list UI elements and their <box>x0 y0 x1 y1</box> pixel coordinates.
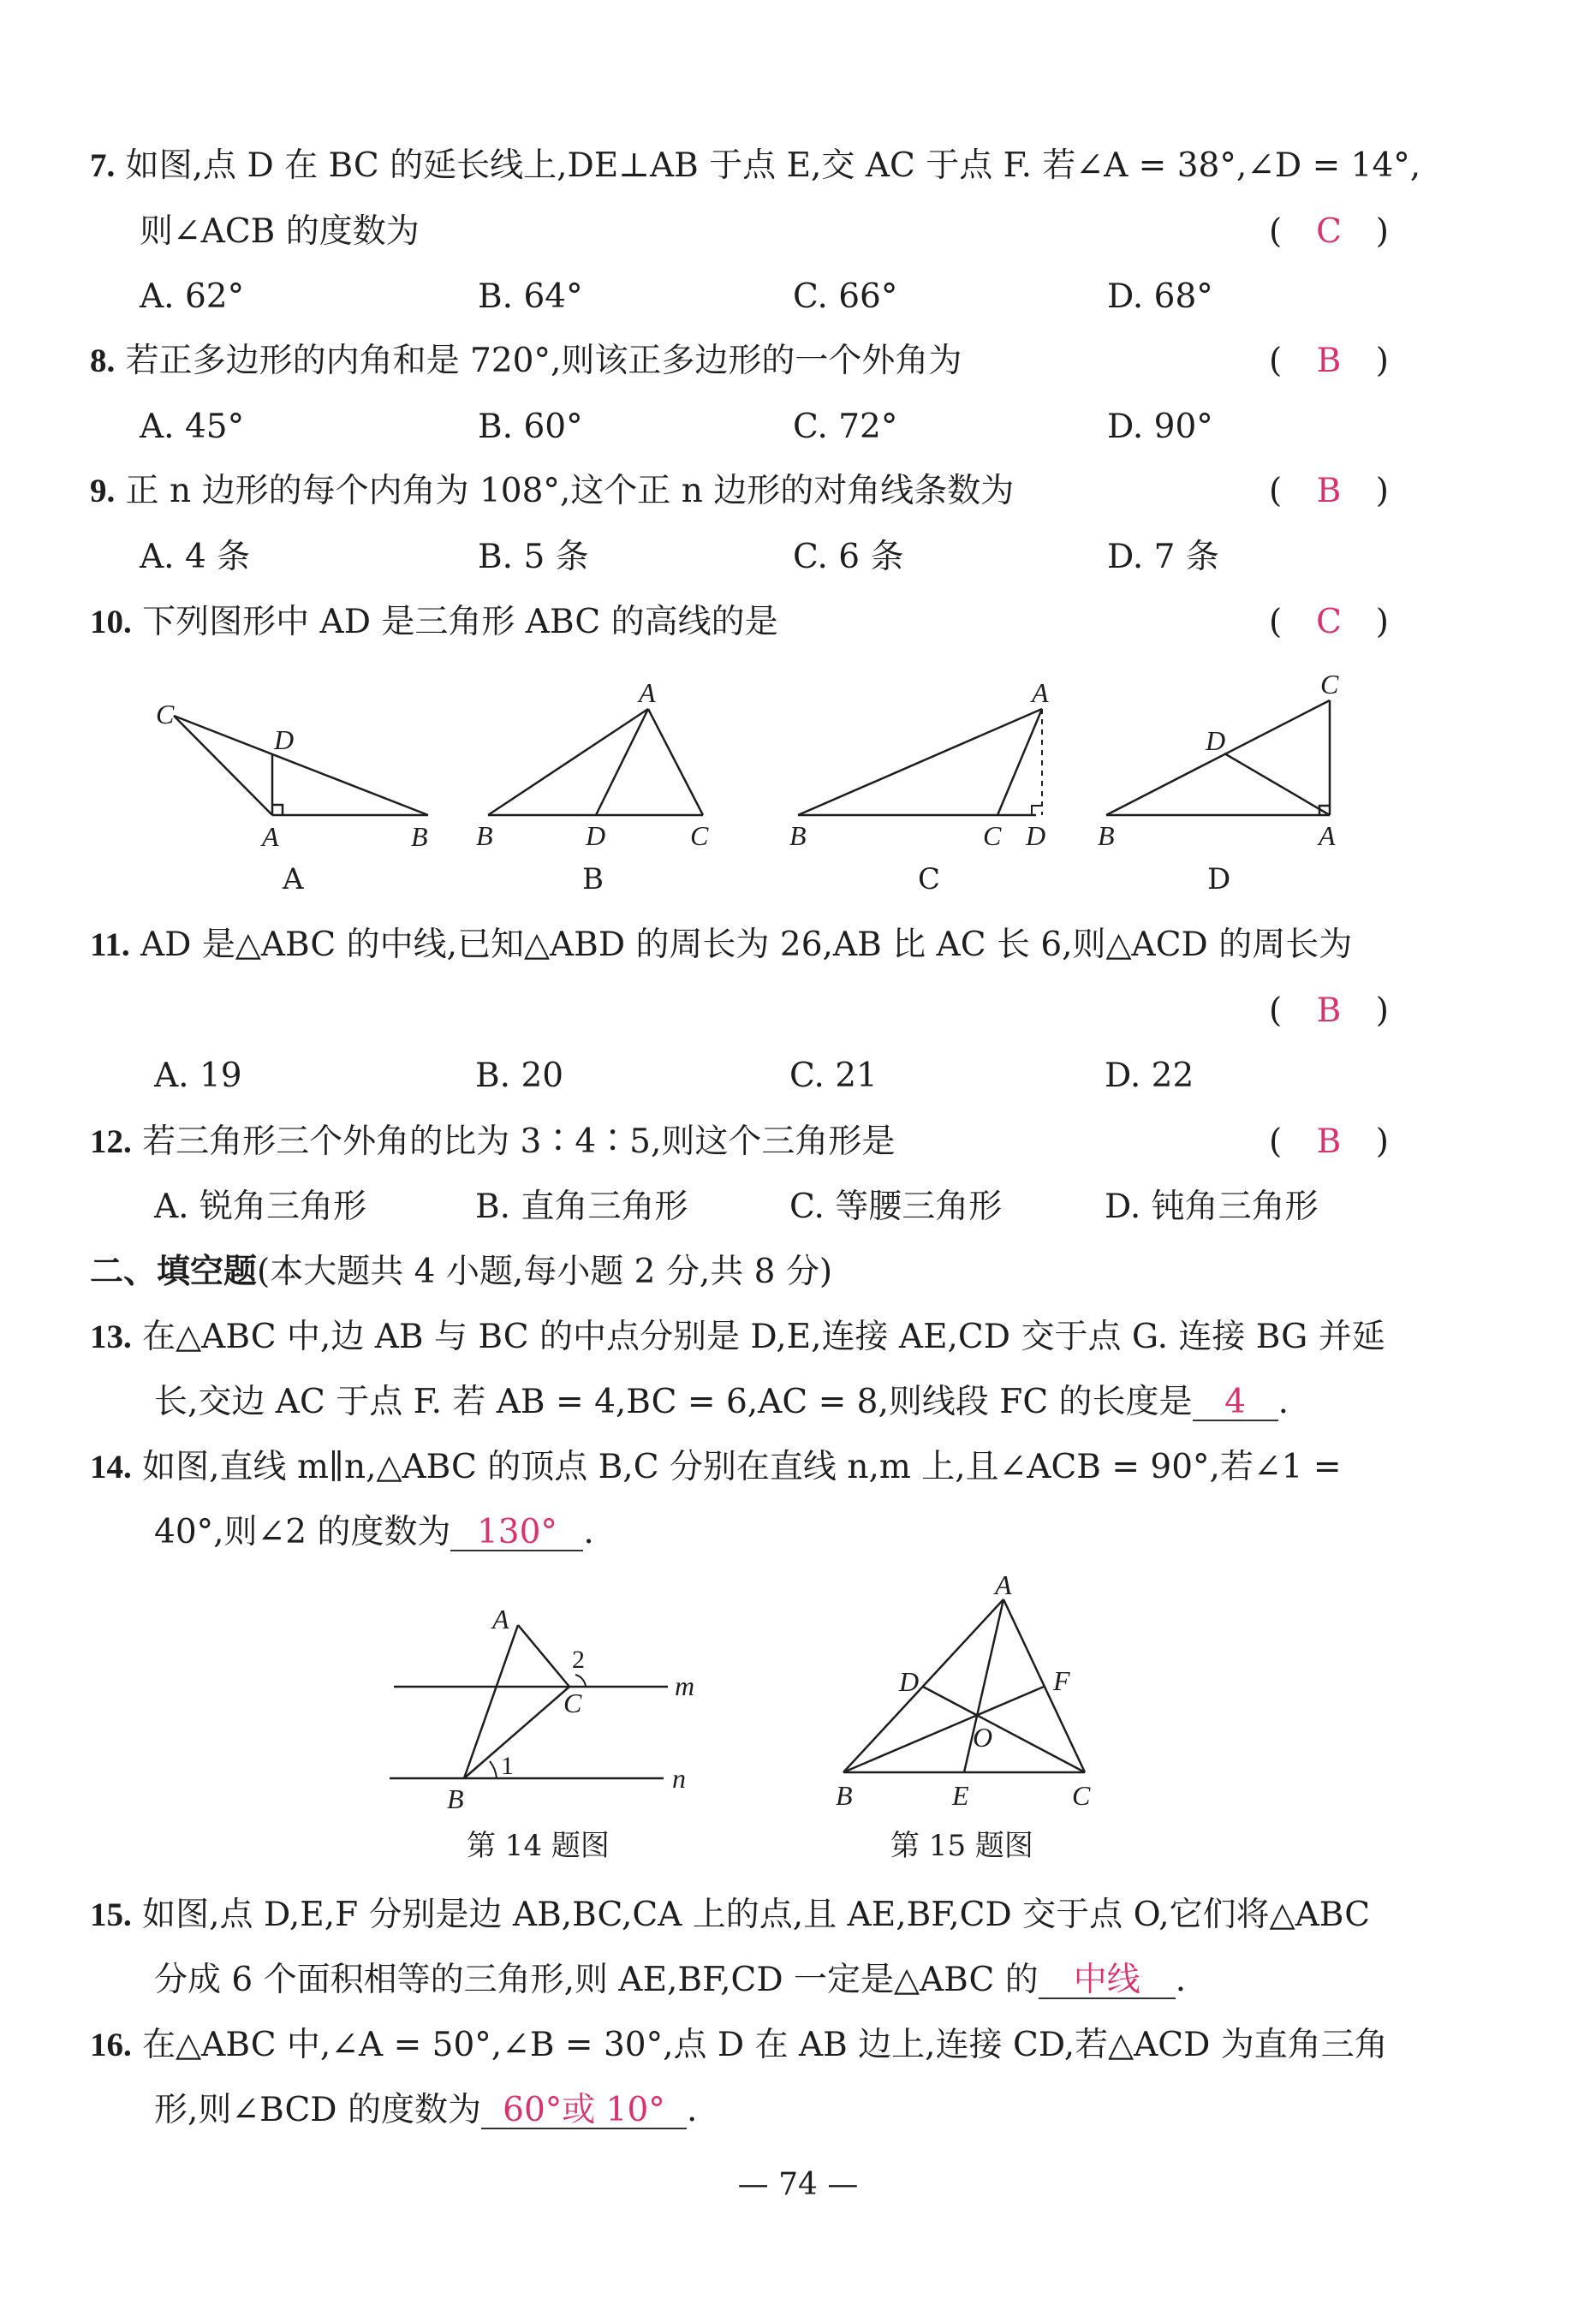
q12-option-d: D. 钝角三角形 <box>1105 1188 1319 1226</box>
q9-answer: B <box>1316 472 1342 510</box>
svg-text:D: D <box>899 1666 920 1697</box>
q15-line2: 分成 6 个面积相等的三角形,则 AE,BF,CD 一定是△ABC 的 中线 . <box>154 1961 1187 1999</box>
q9-text: 正 n 边形的每个内角为 108°,这个正 n 边形的对角线条数为 <box>125 472 1015 510</box>
q10-answer-bracket: ( C ) <box>1269 603 1389 641</box>
q7-option-b: B. 64° <box>478 277 583 316</box>
q10-line <box>90 602 778 643</box>
q14-caption: 第 14 题图 <box>467 1829 610 1863</box>
svg-text:F: F <box>1053 1665 1070 1696</box>
svg-text:D: D <box>586 820 606 851</box>
q11-option-c: C. 21 <box>789 1057 878 1095</box>
q13-number: 13. <box>90 1319 132 1355</box>
q7-text-2: 则∠ACB 的度数为 <box>140 212 420 251</box>
q10-figure-c <box>788 672 1070 856</box>
q7-option-d: D. 68° <box>1107 277 1213 316</box>
q16-answer-blank: 60°或 10° <box>481 2093 687 2129</box>
svg-text:A: A <box>262 821 279 852</box>
q11-text: AD 是△ABC 的中线,已知△ABD 的周长为 26,AB 比 AC 长 6,则△ACD 的周长为 <box>140 926 1353 964</box>
section2-heading <box>90 1252 832 1293</box>
q16-text-2: 形,则∠BCD 的度数为 <box>154 2091 481 2129</box>
q11-option-a: A. 19 <box>154 1057 242 1095</box>
q10-figure-c-label: C <box>918 862 941 896</box>
q12-number: 12. <box>90 1123 132 1160</box>
q14-figure <box>377 1593 719 1824</box>
svg-text:C: C <box>690 820 709 851</box>
q12-answer: B <box>1316 1122 1342 1161</box>
svg-text:B: B <box>447 1783 464 1814</box>
svg-text:A: A <box>995 1569 1012 1600</box>
q10-figure-d-label: D <box>1207 862 1231 896</box>
q14-answer-blank: 130° <box>450 1515 583 1551</box>
q8-number: 8. <box>90 342 116 379</box>
q14-line2: 40°,则∠2 的度数为 130° . <box>154 1513 594 1551</box>
q8-option-d: D. 90° <box>1107 408 1213 446</box>
q8-line <box>90 341 962 382</box>
svg-text:B: B <box>836 1780 853 1811</box>
svg-text:1: 1 <box>501 1752 514 1780</box>
svg-text:O: O <box>973 1722 993 1753</box>
q9-option-a: A. 4 条 <box>140 538 251 576</box>
q11-answer-bracket: ( B ) <box>1269 991 1389 1030</box>
q8-option-c: C. 72° <box>793 408 898 446</box>
q11-number: 11. <box>90 926 130 963</box>
q15-number: 15. <box>90 1896 132 1933</box>
svg-text:E: E <box>952 1780 969 1811</box>
q11-option-b: B. 20 <box>475 1057 564 1095</box>
q13-text-2: 长,交边 AC 于点 F. 若 AB = 4,BC = 6,AC = 8,则线段 FC 的长度是 <box>154 1383 1193 1421</box>
svg-text:A: A <box>639 677 656 708</box>
section2-title: 二、填空题 <box>90 1253 258 1290</box>
svg-text:C: C <box>1320 669 1339 700</box>
q9-option-c: C. 6 条 <box>793 538 904 576</box>
q15-text-2: 分成 6 个面积相等的三角形,则 AE,BF,CD 一定是△ABC 的 <box>154 1961 1039 1999</box>
svg-text:D: D <box>1026 820 1046 851</box>
svg-text:2: 2 <box>572 1646 585 1674</box>
q15-answer-blank: 中线 <box>1039 1963 1176 1999</box>
q12-line <box>90 1122 895 1163</box>
q13-line2: 长,交边 AC 于点 F. 若 AB = 4,BC = 6,AC = 8,则线段 FC 的长度是 4 . <box>154 1383 1289 1421</box>
svg-text:n: n <box>672 1763 686 1794</box>
q13-line1 <box>90 1317 1385 1358</box>
q12-text: 若三角形三个外角的比为 3∶4∶5,则这个三角形是 <box>142 1122 896 1161</box>
svg-text:C: C <box>563 1688 582 1718</box>
q13-answer-blank: 4 <box>1193 1385 1278 1421</box>
q10-answer: C <box>1316 603 1342 641</box>
q8-option-a: A. 45° <box>140 408 245 446</box>
q14-text-2: 40°,则∠2 的度数为 <box>154 1513 451 1551</box>
svg-text:D: D <box>274 724 295 755</box>
q10-figure-b-label: B <box>582 862 604 896</box>
q16-line1 <box>90 2025 1388 2066</box>
svg-text:B: B <box>789 820 807 851</box>
q16-number: 16. <box>90 2027 132 2063</box>
q15-text-1: 如图,点 D,E,F 分别是边 AB,BC,CA 上的点,且 AE,BF,CD 交于点 O,它们将△ABC <box>142 1896 1371 1934</box>
q16-line2: 形,则∠BCD 的度数为 60°或 10° . <box>154 2091 698 2129</box>
q9-number: 9. <box>90 473 116 509</box>
q7-text-1: 如图,点 D 在 BC 的延长线上,DE⊥AB 于点 E,交 AC 于点 F. 若∠A = 38°,∠D = 14°, <box>125 146 1421 185</box>
q11-line <box>90 925 1352 966</box>
q7-number: 7. <box>90 147 116 184</box>
q15-line1 <box>90 1895 1370 1936</box>
q7-answer: C <box>1316 212 1342 251</box>
q11-option-d: D. 22 <box>1105 1057 1194 1095</box>
q8-answer: B <box>1316 342 1342 380</box>
q8-option-b: B. 60° <box>478 408 583 446</box>
q8-answer-bracket: ( B ) <box>1269 342 1389 380</box>
svg-text:C: C <box>983 820 1002 851</box>
svg-text:A: A <box>492 1604 509 1634</box>
q14-number: 14. <box>90 1449 132 1485</box>
q12-answer-bracket: ( B ) <box>1269 1122 1389 1161</box>
q7-line1 <box>90 146 1420 187</box>
svg-text:C: C <box>156 699 175 729</box>
svg-text:B: B <box>411 821 428 852</box>
svg-text:A: A <box>1032 677 1049 708</box>
q9-answer-bracket: ( B ) <box>1269 472 1389 510</box>
svg-text:B: B <box>476 820 493 851</box>
q10-text: 下列图形中 AD 是三角形 ABC 的高线的是 <box>142 603 778 641</box>
q16-text-1: 在△ABC 中,∠A = 50°,∠B = 30°,点 D 在 AB 边上,连接 CD,若△ACD 为直角三角 <box>142 2026 1388 2064</box>
q10-figure-d <box>1096 668 1370 856</box>
q7-option-a: A. 62° <box>140 277 245 316</box>
q14-line1 <box>90 1447 1342 1488</box>
q12-option-a: A. 锐角三角形 <box>154 1188 366 1226</box>
q9-option-d: D. 7 条 <box>1107 538 1219 576</box>
q10-number: 10. <box>90 604 132 640</box>
svg-text:B: B <box>1098 820 1115 851</box>
q10-figure-b <box>471 676 728 856</box>
q12-option-c: C. 等腰三角形 <box>789 1188 1003 1226</box>
q12-option-b: B. 直角三角形 <box>475 1188 688 1226</box>
q15-figure <box>813 1569 1139 1824</box>
section2-note: (本大题共 4 小题,每小题 2 分,共 8 分) <box>257 1253 833 1291</box>
q9-line <box>90 471 1014 512</box>
q8-text: 若正多边形的内角和是 720°,则该正多边形的一个外角为 <box>125 342 962 380</box>
svg-text:A: A <box>1319 820 1336 851</box>
q7-answer-bracket: ( C ) <box>1269 212 1389 251</box>
q14-text-1: 如图,直线 m∥n,△ABC 的顶点 B,C 分别在直线 n,m 上,且∠ACB = 90°,若∠1 = <box>142 1448 1342 1486</box>
svg-text:C: C <box>1072 1780 1091 1811</box>
q9-option-b: B. 5 条 <box>478 538 589 576</box>
q13-text-1: 在△ABC 中,边 AB 与 BC 的中点分别是 D,E,连接 AE,CD 交于点 G. 连接 BG 并延 <box>142 1318 1385 1356</box>
svg-text:m: m <box>675 1670 695 1701</box>
page-number: — 74 — <box>737 2167 859 2202</box>
q15-caption: 第 15 题图 <box>890 1829 1033 1863</box>
q7-option-c: C. 66° <box>793 277 898 316</box>
q10-figure-a-label: A <box>283 862 304 896</box>
svg-text:D: D <box>1206 725 1226 756</box>
q10-figure-a <box>146 685 445 856</box>
q11-answer: B <box>1316 991 1342 1030</box>
